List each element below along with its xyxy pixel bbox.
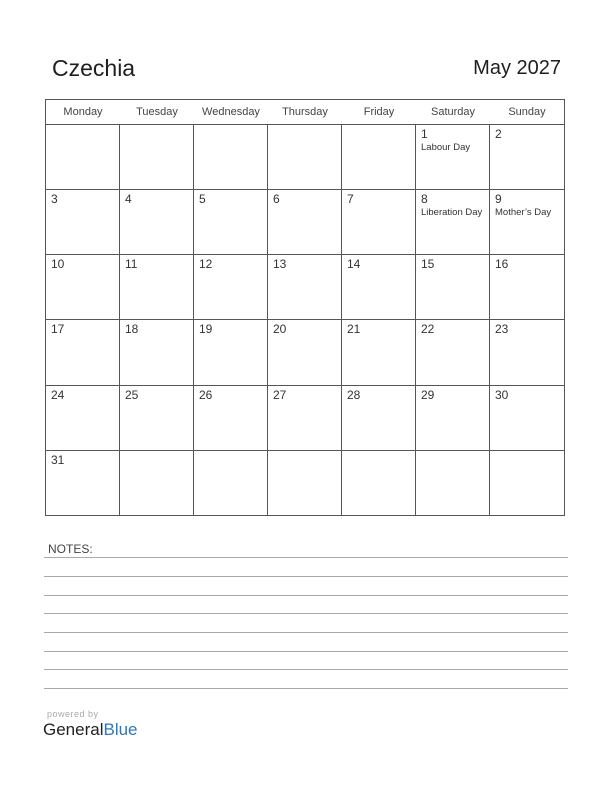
day-number: 16	[495, 257, 509, 272]
day-number: 9	[495, 192, 502, 207]
weekday-thursday: Thursday	[282, 106, 328, 118]
day-number: 24	[51, 387, 65, 402]
day-number: 23	[495, 322, 509, 337]
day-cell	[46, 320, 120, 385]
day-cell	[416, 190, 490, 255]
day-number: 3	[51, 192, 58, 207]
day-number: 22	[421, 322, 435, 337]
day-cell	[490, 125, 564, 190]
logo-general-text: General	[43, 720, 104, 739]
day-cell	[194, 255, 268, 320]
day-number: 11	[125, 257, 138, 272]
day-number: 20	[273, 322, 287, 337]
empty-day-cell	[268, 451, 342, 516]
day-number: 14	[347, 257, 361, 272]
day-number: 26	[199, 387, 213, 402]
day-cell	[490, 386, 564, 451]
day-cell	[342, 386, 416, 451]
generalblue-logo[interactable]	[43, 720, 138, 740]
day-cell	[490, 320, 564, 385]
day-number: 7	[347, 192, 354, 207]
day-number: 29	[421, 387, 435, 402]
day-number: 18	[125, 322, 139, 337]
day-cell	[46, 255, 120, 320]
day-number: 4	[125, 192, 132, 207]
empty-day-cell	[46, 125, 120, 190]
day-cell	[120, 255, 194, 320]
day-number: 10	[51, 257, 65, 272]
day-cell	[120, 386, 194, 451]
day-cell	[342, 320, 416, 385]
notes-label: NOTES:	[48, 542, 93, 556]
logo-blue-text: Blue	[103, 720, 138, 739]
holiday-label: Mother’s Day	[495, 207, 552, 219]
calendar-weeks	[46, 125, 564, 516]
powered-by-text: powered by	[47, 709, 99, 719]
day-number: 15	[421, 257, 435, 272]
empty-day-cell	[194, 125, 268, 190]
empty-day-cell	[194, 451, 268, 516]
day-number: 8	[421, 192, 428, 207]
month-year-title: May 2027	[473, 57, 561, 79]
day-cell	[268, 255, 342, 320]
weekday-header-row	[46, 100, 564, 125]
day-cell	[120, 320, 194, 385]
weekday-saturday: Saturday	[430, 106, 476, 118]
day-cell	[490, 255, 564, 320]
day-cell	[416, 255, 490, 320]
day-cell	[490, 190, 564, 255]
weekday-friday: Friday	[363, 106, 395, 118]
day-cell	[268, 190, 342, 255]
day-cell	[46, 451, 120, 516]
day-cell	[194, 320, 268, 385]
day-number: 25	[125, 387, 139, 402]
empty-day-cell	[342, 125, 416, 190]
day-number: 1	[421, 127, 428, 141]
notes-line	[44, 576, 568, 577]
empty-day-cell	[120, 125, 194, 190]
empty-day-cell	[416, 451, 490, 516]
calendar-grid	[45, 99, 565, 516]
notes-line	[44, 651, 568, 652]
notes-line	[44, 688, 568, 689]
weekday-wednesday: Wednesday	[202, 106, 260, 118]
day-cell	[46, 190, 120, 255]
notes-line	[44, 557, 568, 558]
day-number: 28	[347, 387, 361, 402]
day-number: 17	[51, 322, 65, 337]
day-number: 30	[495, 387, 509, 402]
weekday-sunday: Sunday	[508, 106, 546, 118]
day-cell	[46, 386, 120, 451]
country-title: Czechia	[52, 55, 136, 81]
day-cell	[194, 386, 268, 451]
day-cell	[268, 386, 342, 451]
day-cell	[194, 190, 268, 255]
empty-day-cell	[268, 125, 342, 190]
weekday-monday: Monday	[63, 106, 103, 118]
weekday-tuesday: Tuesday	[136, 106, 178, 118]
notes-line	[44, 669, 568, 670]
day-number: 21	[347, 322, 361, 337]
holiday-label: Liberation Day	[421, 207, 483, 219]
holiday-label: Labour Day	[421, 142, 471, 153]
day-cell	[268, 320, 342, 385]
notes-line	[44, 632, 568, 633]
day-cell	[416, 125, 490, 190]
day-cell	[342, 190, 416, 255]
day-cell	[120, 190, 194, 255]
empty-day-cell	[120, 451, 194, 516]
day-cell	[342, 255, 416, 320]
day-number: 12	[199, 257, 213, 272]
empty-day-cell	[342, 451, 416, 516]
notes-line	[44, 613, 568, 614]
day-number: 27	[273, 387, 287, 402]
day-cell	[416, 320, 490, 385]
day-cell	[416, 386, 490, 451]
day-number: 5	[199, 192, 206, 207]
day-number: 6	[273, 192, 280, 207]
day-number: 2	[495, 127, 502, 141]
notes-line	[44, 595, 568, 596]
day-number: 19	[199, 322, 213, 337]
day-number: 31	[51, 452, 65, 467]
empty-day-cell	[490, 451, 564, 516]
day-number: 13	[273, 257, 287, 272]
